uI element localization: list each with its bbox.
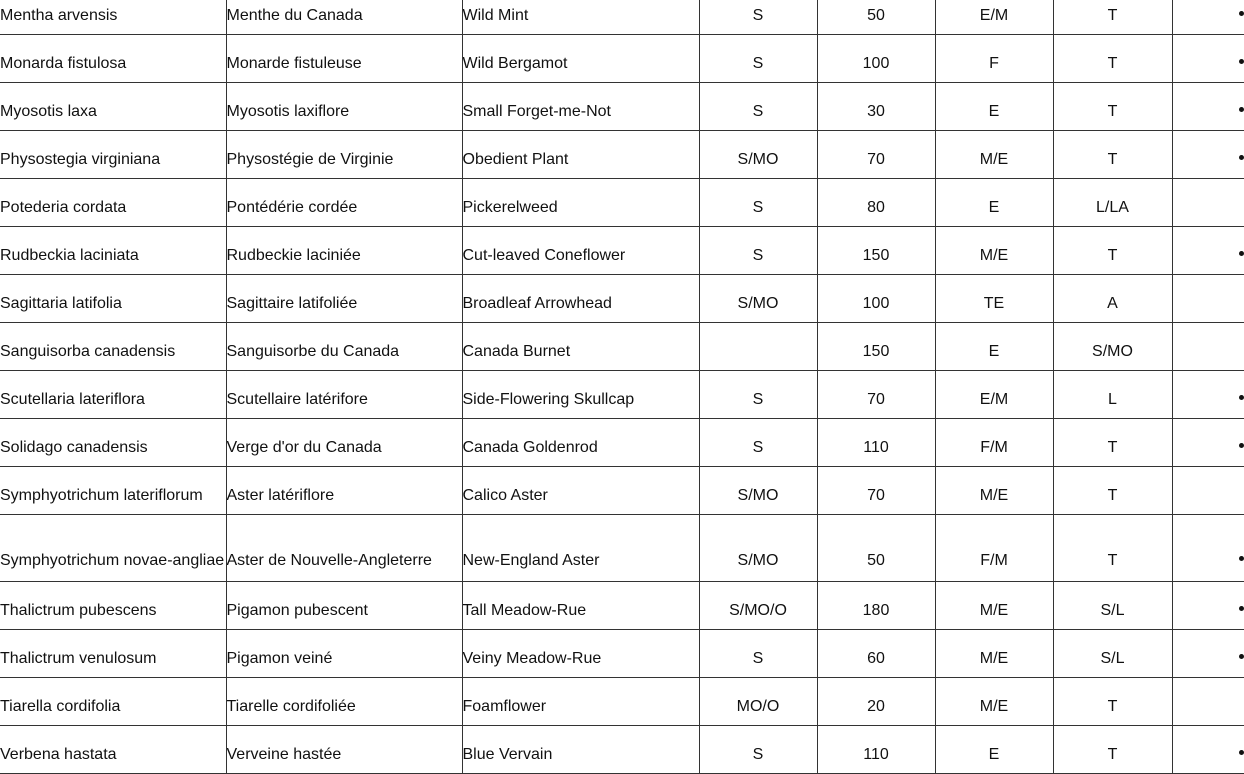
height-cell: 150 (817, 322, 935, 370)
english-name-cell: Broadleaf Arrowhead (462, 274, 699, 322)
moisture-cell: M/E (935, 226, 1053, 274)
height-cell: 20 (817, 677, 935, 725)
bullet-dot-icon (1239, 606, 1244, 611)
french-name-cell: Pigamon veiné (226, 629, 462, 677)
marker-cell (1172, 418, 1244, 466)
latin-name-cell: Symphyotrichum novae-angliae (0, 514, 226, 581)
french-name-cell: Aster de Nouvelle-Angleterre (226, 514, 462, 581)
marker-cell (1172, 466, 1244, 514)
soil-cell: L/LA (1053, 178, 1172, 226)
bullet-dot-icon (1239, 59, 1244, 64)
bullet-dot-icon (1239, 443, 1244, 448)
english-name-cell: Calico Aster (462, 466, 699, 514)
table-row (0, 370, 1244, 418)
marker-cell (1172, 226, 1244, 274)
moisture-cell: E (935, 82, 1053, 130)
sun-exposure-cell (699, 322, 817, 370)
table-row (0, 82, 1244, 130)
height-cell: 100 (817, 274, 935, 322)
moisture-cell: F (935, 34, 1053, 82)
moisture-cell: E (935, 322, 1053, 370)
sun-exposure-cell: S (699, 370, 817, 418)
french-name-cell: Pigamon pubescent (226, 581, 462, 629)
height-cell: 70 (817, 370, 935, 418)
table-row (0, 34, 1244, 82)
french-name-cell: Myosotis laxiflore (226, 82, 462, 130)
height-cell: 70 (817, 466, 935, 514)
soil-cell: T (1053, 226, 1172, 274)
english-name-cell: Obedient Plant (462, 130, 699, 178)
marker-cell (1172, 322, 1244, 370)
table-row (0, 677, 1244, 725)
table-row (0, 226, 1244, 274)
table-row (0, 274, 1244, 322)
moisture-cell: M/E (935, 130, 1053, 178)
soil-cell: T (1053, 0, 1172, 34)
marker-cell (1172, 82, 1244, 130)
sun-exposure-cell: S (699, 82, 817, 130)
english-name-cell: Wild Mint (462, 0, 699, 34)
marker-cell (1172, 370, 1244, 418)
moisture-cell: F/M (935, 514, 1053, 581)
sun-exposure-cell: S (699, 629, 817, 677)
marker-cell (1172, 581, 1244, 629)
french-name-cell: Sagittaire latifoliée (226, 274, 462, 322)
soil-cell: T (1053, 130, 1172, 178)
latin-name-cell: Verbena hastata (0, 725, 226, 773)
soil-cell: T (1053, 725, 1172, 773)
english-name-cell: Canada Goldenrod (462, 418, 699, 466)
soil-cell: T (1053, 82, 1172, 130)
english-name-cell: Blue Vervain (462, 725, 699, 773)
table-row (0, 581, 1244, 629)
table-row (0, 418, 1244, 466)
table-row (0, 466, 1244, 514)
sun-exposure-cell: S/MO (699, 130, 817, 178)
sun-exposure-cell: S/MO (699, 274, 817, 322)
marker-cell (1172, 725, 1244, 773)
soil-cell: T (1053, 677, 1172, 725)
bullet-dot-icon (1239, 654, 1244, 659)
moisture-cell: M/E (935, 581, 1053, 629)
french-name-cell: Aster latériflore (226, 466, 462, 514)
height-cell: 60 (817, 629, 935, 677)
soil-cell: T (1053, 466, 1172, 514)
moisture-cell: E/M (935, 0, 1053, 34)
latin-name-cell: Physostegia virginiana (0, 130, 226, 178)
english-name-cell: Cut-leaved Coneflower (462, 226, 699, 274)
moisture-cell: M/E (935, 466, 1053, 514)
table-row (0, 725, 1244, 773)
soil-cell: T (1053, 514, 1172, 581)
height-cell: 50 (817, 514, 935, 581)
sun-exposure-cell: S (699, 725, 817, 773)
marker-cell (1172, 178, 1244, 226)
bullet-dot-icon (1239, 155, 1244, 160)
french-name-cell: Rudbeckie laciniée (226, 226, 462, 274)
soil-cell: T (1053, 34, 1172, 82)
sun-exposure-cell: S/MO (699, 514, 817, 581)
sun-exposure-cell: S/MO (699, 466, 817, 514)
marker-cell (1172, 677, 1244, 725)
french-name-cell: Verge d'or du Canada (226, 418, 462, 466)
marker-cell (1172, 130, 1244, 178)
height-cell: 180 (817, 581, 935, 629)
english-name-cell: Veiny Meadow-Rue (462, 629, 699, 677)
soil-cell: A (1053, 274, 1172, 322)
english-name-cell: Tall Meadow-Rue (462, 581, 699, 629)
latin-name-cell: Potederia cordata (0, 178, 226, 226)
soil-cell: T (1053, 418, 1172, 466)
latin-name-cell: Sagittaria latifolia (0, 274, 226, 322)
sun-exposure-cell: S (699, 178, 817, 226)
soil-cell: S/L (1053, 581, 1172, 629)
table-row (0, 514, 1244, 581)
marker-cell (1172, 629, 1244, 677)
latin-name-cell: Thalictrum pubescens (0, 581, 226, 629)
moisture-cell: E (935, 178, 1053, 226)
english-name-cell: Side-Flowering Skullcap (462, 370, 699, 418)
table-row (0, 629, 1244, 677)
latin-name-cell: Myosotis laxa (0, 82, 226, 130)
latin-name-cell: Thalictrum venulosum (0, 629, 226, 677)
bullet-dot-icon (1239, 11, 1244, 16)
moisture-cell: E/M (935, 370, 1053, 418)
bullet-dot-icon (1239, 107, 1244, 112)
english-name-cell: Pickerelweed (462, 178, 699, 226)
sun-exposure-cell: S/MO/O (699, 581, 817, 629)
table-row (0, 0, 1244, 34)
english-name-cell: Wild Bergamot (462, 34, 699, 82)
english-name-cell: New-England Aster (462, 514, 699, 581)
latin-name-cell: Symphyotrichum lateriflorum (0, 466, 226, 514)
sun-exposure-cell: S (699, 226, 817, 274)
sun-exposure-cell: S (699, 0, 817, 34)
english-name-cell: Small Forget-me-Not (462, 82, 699, 130)
height-cell: 110 (817, 418, 935, 466)
moisture-cell: F/M (935, 418, 1053, 466)
sun-exposure-cell: MO/O (699, 677, 817, 725)
french-name-cell: Physostégie de Virginie (226, 130, 462, 178)
height-cell: 30 (817, 82, 935, 130)
french-name-cell: Monarde fistuleuse (226, 34, 462, 82)
moisture-cell: E (935, 725, 1053, 773)
french-name-cell: Pontédérie cordée (226, 178, 462, 226)
bullet-dot-icon (1239, 251, 1244, 256)
moisture-cell: M/E (935, 629, 1053, 677)
english-name-cell: Canada Burnet (462, 322, 699, 370)
french-name-cell: Sanguisorbe du Canada (226, 322, 462, 370)
height-cell: 150 (817, 226, 935, 274)
bullet-dot-icon (1239, 750, 1244, 755)
bullet-dot-icon (1239, 556, 1244, 561)
soil-cell: S/MO (1053, 322, 1172, 370)
marker-cell (1172, 34, 1244, 82)
french-name-cell: Tiarelle cordifoliée (226, 677, 462, 725)
moisture-cell: TE (935, 274, 1053, 322)
bullet-dot-icon (1239, 395, 1244, 400)
french-name-cell: Verveine hastée (226, 725, 462, 773)
table-row (0, 322, 1244, 370)
marker-cell (1172, 274, 1244, 322)
latin-name-cell: Rudbeckia laciniata (0, 226, 226, 274)
moisture-cell: M/E (935, 677, 1053, 725)
french-name-cell: Menthe du Canada (226, 0, 462, 34)
latin-name-cell: Solidago canadensis (0, 418, 226, 466)
marker-cell (1172, 514, 1244, 581)
table-row (0, 130, 1244, 178)
soil-cell: S/L (1053, 629, 1172, 677)
latin-name-cell: Scutellaria lateriflora (0, 370, 226, 418)
height-cell: 50 (817, 0, 935, 34)
height-cell: 110 (817, 725, 935, 773)
sun-exposure-cell: S (699, 34, 817, 82)
english-name-cell: Foamflower (462, 677, 699, 725)
marker-cell (1172, 0, 1244, 34)
latin-name-cell: Monarda fistulosa (0, 34, 226, 82)
latin-name-cell: Sanguisorba canadensis (0, 322, 226, 370)
sun-exposure-cell: S (699, 418, 817, 466)
height-cell: 100 (817, 34, 935, 82)
soil-cell: L (1053, 370, 1172, 418)
height-cell: 80 (817, 178, 935, 226)
latin-name-cell: Tiarella cordifolia (0, 677, 226, 725)
table-row (0, 178, 1244, 226)
latin-name-cell: Mentha arvensis (0, 0, 226, 34)
french-name-cell: Scutellaire latérifore (226, 370, 462, 418)
height-cell: 70 (817, 130, 935, 178)
